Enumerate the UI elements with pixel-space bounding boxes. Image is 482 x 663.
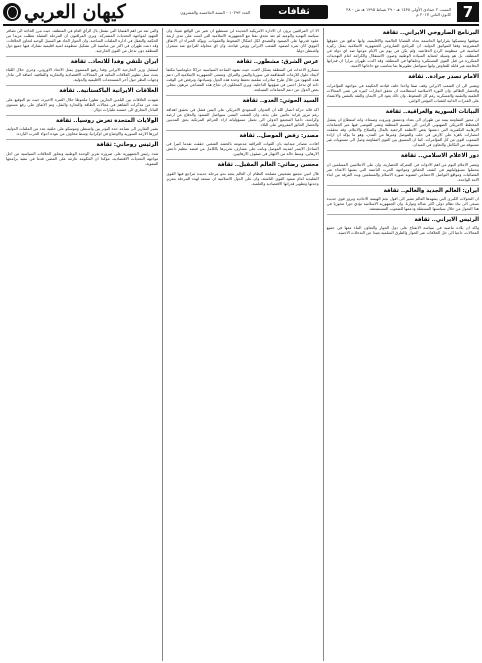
article-separator xyxy=(166,159,318,160)
issue-meta xyxy=(131,10,256,15)
article-separator xyxy=(6,115,158,116)
article-heading[interactable]: مصدر: رفض الموصل.. ثقافة xyxy=(239,132,319,139)
article xyxy=(6,142,158,165)
article xyxy=(166,28,318,53)
article-separator xyxy=(166,95,318,96)
article-heading[interactable]: البرنامج الصاروخي الايراني.. ثقافة xyxy=(382,30,479,36)
issue-number: العدد ١٠٢٩٣ - السنة الخامسة والعشرون xyxy=(180,9,251,15)
article-body: استقبل وزير الخارجية الايراني وفدا رفيع المستوى يمثل الاتحاد الاوروبي، وجرى خلال اللقاء بحث سبل تطوير العلاقات الثنائية في المجالات الاقتصادية والتجارية والثقافية، اضافة الى تبادل وجهات النظر حول آخر المستجدات الاقليمية والدولية. xyxy=(6,67,159,83)
article-heading[interactable]: الولايات المتحدة تعرض روسيا.. ثقافة xyxy=(56,117,159,124)
article xyxy=(6,59,158,82)
article-separator xyxy=(166,130,318,131)
article-separator xyxy=(327,150,479,151)
article-body: تتسارع الاحداث في المنطقة بشكل لافت، حيث تشهد الساحة السياسية حراكا دبلوماسيا مكثفا لايجاد حلول للازمات المتفاقمة في سوريا واليمن والعراق. وتسعى الجمهورية الاسلامية الى دعم هذه الجهود من خلال طرح مبادرات سلمية تحفظ وحدة هذه الدول وسيادتها، وترفض في الوقت ذاته اي تدخل اجنبي في شؤونها الداخلية. ويرى المحللون ان نجاح هذه المساعي مرهون بتخلي بعض الدول عن دعم الجماعات المسلحة. xyxy=(166,67,319,93)
article-body: افادت مصادر ميدانية بان القوات العراقية مدعومة بالحشد الشعبي حققت تقدما كبيرا في الساحل الايسر لمدينة الموصل وباتت على مشارف تحريرها بالكامل من قبضة تنظيم داعش الارهابي، وسط حالة من الانهيار في صفوف الارهابيين. xyxy=(166,141,319,157)
article-body: الا ان المراقبين يرون ان الادارة الامريكية الجديدة لن تستطيع ان تغير من الواقع شيئا، وان سياسة التهديد والوعيد لم تعد تجدي نفعا مع الجمهورية الاسلامية التي اثبتت على مدى اربعة عقود قدرتها على الصمود والتصدي لكل اشكال الضغوط والعقوبات. ويؤكد الخبراء ان الاتفاق النووي كان ثمرة لصمود الشعب الايراني ووعي قيادته، وان اي محاولة للتراجع عنه ستعزل واشنطن دوليا. xyxy=(166,28,319,53)
article xyxy=(6,28,158,53)
article-body: ان التحولات الكبرى التي يشهدها العالم تشير الى افول نجم الهيمنة الاحادية وبروز قوى جديدة تسعى الى بناء نظام دولي اكثر عدالة وتوازنا، وان الجمهورية الاسلامية تؤدي دورا محوريا في هذا التحول من خلال سياستها المستقلة ودعمها للشعوب المستضعفة. xyxy=(326,196,479,212)
article-body: اكد قائد حركة انصار الله ان العدوان السعودي الامريكي على اليمن فشل في تحقيق اهدافه رغم مرور قرابة عامين على بدئه، وان الشعب اليمني سيواصل الصمود والدفاع عن ارضه وكرامته، داعيا المجتمع الدولي الى تحمل مسؤولياته ازاء الجرائم المرتكبة بحق المدنيين والحصار الخانق المفروض على البلاد. xyxy=(166,106,319,127)
date-meta xyxy=(332,7,457,17)
section-tag: ثقافات xyxy=(260,5,328,19)
column-1 xyxy=(323,28,479,661)
article-body: شدد رئيس الجمهورية على ضرورة تعزيز الوحدة الوطنية وتجاوز الخلافات السياسية من اجل مواجهة التحديات الاقتصادية، مؤكدا ان الحكومة عازمة على المضي قدما في تنفيذ برامجها التنموية. xyxy=(6,150,159,166)
article xyxy=(166,59,318,92)
article xyxy=(327,30,479,68)
article xyxy=(327,74,479,102)
article-body: تشير التقارير الى تصاعد حدة التوتر بين واشنطن وموسكو على خلفية عدد من الملفات الدولية، ابرزها الازمة السورية والاوضاع في اوكرانيا، وسط مخاوف من عودة اجواء الحرب الباردة. xyxy=(6,126,159,137)
issue-date: السبت ٢ جمادى الأولى ١٤٣٨ هـ - ٢٩ شباط ١٣٩٥ هـ ش - ٢٨ كانون الثاني ٢٠١٧ م xyxy=(346,7,451,17)
globe-icon xyxy=(3,3,21,21)
page-number: 7 xyxy=(457,2,479,22)
article-heading[interactable]: الرئيس الايراني.. ثقافة xyxy=(414,217,479,224)
article-separator xyxy=(327,214,479,215)
article-heading[interactable]: السيد الحوثي: العدو.. ثقافة xyxy=(242,98,319,105)
article xyxy=(327,109,479,147)
header-rule xyxy=(3,24,479,26)
article-body: قال امين مجمع تشخيص مصلحة النظام ان العالم يتجه نحو مرحلة جديدة تتراجع فيها القوى التقليدية امام صعود القوى الناشئة، وان على الدول الاسلامية ان تستعد لهذه المرحلة بتعزيز وحدتها وتطوير قدراتها الاقتصادية والعلمية. xyxy=(166,170,319,186)
article xyxy=(6,88,158,111)
logo-name: كيهان العربي xyxy=(24,1,126,23)
article xyxy=(166,133,318,156)
column-2 xyxy=(162,28,318,661)
article-heading[interactable]: دور الاعلام الاسلامي.. ثقافة xyxy=(400,153,479,160)
article-heading[interactable]: محسن رضائي: العالم المقبل.. ثقافة xyxy=(217,162,319,169)
article xyxy=(327,188,479,211)
masthead xyxy=(3,0,479,24)
newspaper-logo xyxy=(3,1,131,23)
article-separator xyxy=(6,56,158,57)
article-heading[interactable]: ايران تلتقي وفدا للاتحاد.. ثقافة xyxy=(70,59,159,65)
article xyxy=(6,118,158,136)
article xyxy=(166,162,318,185)
article-heading[interactable]: البيانات السورية والعراقية.. ثقافة xyxy=(385,108,479,115)
article-body: ان محور المقاومة يمتد من طهران الى بغداد ودمشق وبيروت وصنعاء، وانه استطاع ان يفشل المخطط الامريكي الصهيوني الرامي الى تقسيم المنطقة ونشر الفوضى فيها عبر الجماعات الارهابية التكفيرية التي دعمتها بعض الانظمة الرجعية بالمال والسلاح والاعلام. وقد تحققت انتصارات باهرة على الارض في حلب والموصل وغيرها من المدن، وهو ما يؤكد ان ارادة الشعوب اقوى من كل المؤامرات. كما ان التنسيق بين القوى المقاومة وصل الى مستويات غير مسبوقة من التكامل والتعاون في الميدان. xyxy=(326,117,479,148)
article-separator xyxy=(166,56,318,57)
article xyxy=(327,217,479,235)
column-3 xyxy=(3,28,158,661)
columns xyxy=(3,28,479,661)
article-heading[interactable]: الرئيس روحاني: ثقافة xyxy=(96,142,159,149)
article-separator xyxy=(6,139,158,140)
article-heading[interactable]: الامام تصدر جرادة.. ثقافة xyxy=(408,74,479,81)
article-separator xyxy=(6,85,158,86)
article-body: واكد ان بلاده ماضية في سياسة الانفتاح على دول الجوار والتعاون البناء معها في جميع المجالات، داعيا الى حل الخلافات عبر الحوار والطرق السلمية بعيدا عن التدخلات الاجنبية. xyxy=(326,225,479,236)
article-heading[interactable]: عرس الشرق: مشطور.. ثقافة xyxy=(236,59,319,65)
article-separator xyxy=(327,185,479,186)
article-body: ويشير الى ان الشعب الايراني وقف صفا واحدا خلف قيادته الحكيمة في مواجهة المؤامرات والحصار الظالم، وان الثورة الاسلامية استطاعت ان تحقق انجازات كبيرة في شتى المجالات العلمية والتقنية والعسكرية رغم كل الضغوط، وان ذلك يعود الى الايمان والثقة بالنفس والاعتماد على القدرات الذاتية للشباب المؤمن الواعي. xyxy=(326,82,479,103)
article-heading[interactable]: العلاقات الايرانية الباكستانية.. ثقافة xyxy=(59,88,159,95)
article-separator xyxy=(327,71,479,72)
article-heading[interactable]: ايران: العالم الجديد والعالم.. ثقافة xyxy=(383,187,479,194)
article-separator xyxy=(327,106,479,107)
article xyxy=(166,98,318,126)
article-body: والتي تعد من اهم القضايا التي تشغل بال الرأي العام في المنطقة، حيث تبرز الحاجة الى تضافر الجهود لمواجهة التحديات المشتركة. ويرى المراقبون ان المرحلة المقبلة تتطلب مزيدا من الحكمة والتعقل في ادارة الملفات الساخنة، وان الحوار الجاد هو السبيل الوحيد لتجاوز الخلافات. وقد دعت طهران في اكثر من مناسبة الى تشكيل منظومة امنية اقليمية تشارك فيها جميع دول المنطقة دون تدخل من القوى الخارجية. xyxy=(6,28,159,53)
article xyxy=(327,153,479,181)
article-body: شهدت العلاقات بين البلدين الجارين تطورا ملحوظا خلال الفترة الاخيرة، حيث تم التوقيع على عدد من مذكرات التفاهم في مجالات الطاقة والتجارة والنقل، وتم الاتفاق على رفع مستوى التبادل التجاري الى خمسة مليارات دولار. xyxy=(6,96,159,112)
article-body: ويعتبر الاعلام اليوم من اهم الادوات في المعركة الحضارية، وان على الاعلاميين المسلمين ان يتحملوا مسؤولياتهم في كشف الحقائق ومواجهة الحرب الناعمة التي يشنها الاعداء عبر الفضائيات ومواقع التواصل الاجتماعي لتشويه صورة الاسلام والمسلمين وبث الفرقة بين ابناء الامة الواحدة. xyxy=(326,161,479,182)
article-body: موقفها وتمسكها بقراراتها الحاسمة تجاه القضايا العالمية والاقليمية، وانها تدافع عن حقوقها المشروعة وفقا للمواثيق الدولية. ان البرنامج الصاروخي للجمهورية الاسلامية يمثل ركيزة اساسية في منظومة الردع الدفاعية، ولم يكن في يوم من الايام موجها ضد اي دولة في المنطقة، بل هو وسيلة لحماية السيادة الوطنية وصون الاستقلال والكرامة امام التهديدات المتكررة من قبل القوى المستكبرة وحلفائها في المنطقة. وقد اكدت طهران مرارا ان قدراتها الدفاعية غير قابلة للتفاوض وانها ستواصل تطويرها بما يتناسب مع حاجاتها الامنية. xyxy=(326,38,479,69)
